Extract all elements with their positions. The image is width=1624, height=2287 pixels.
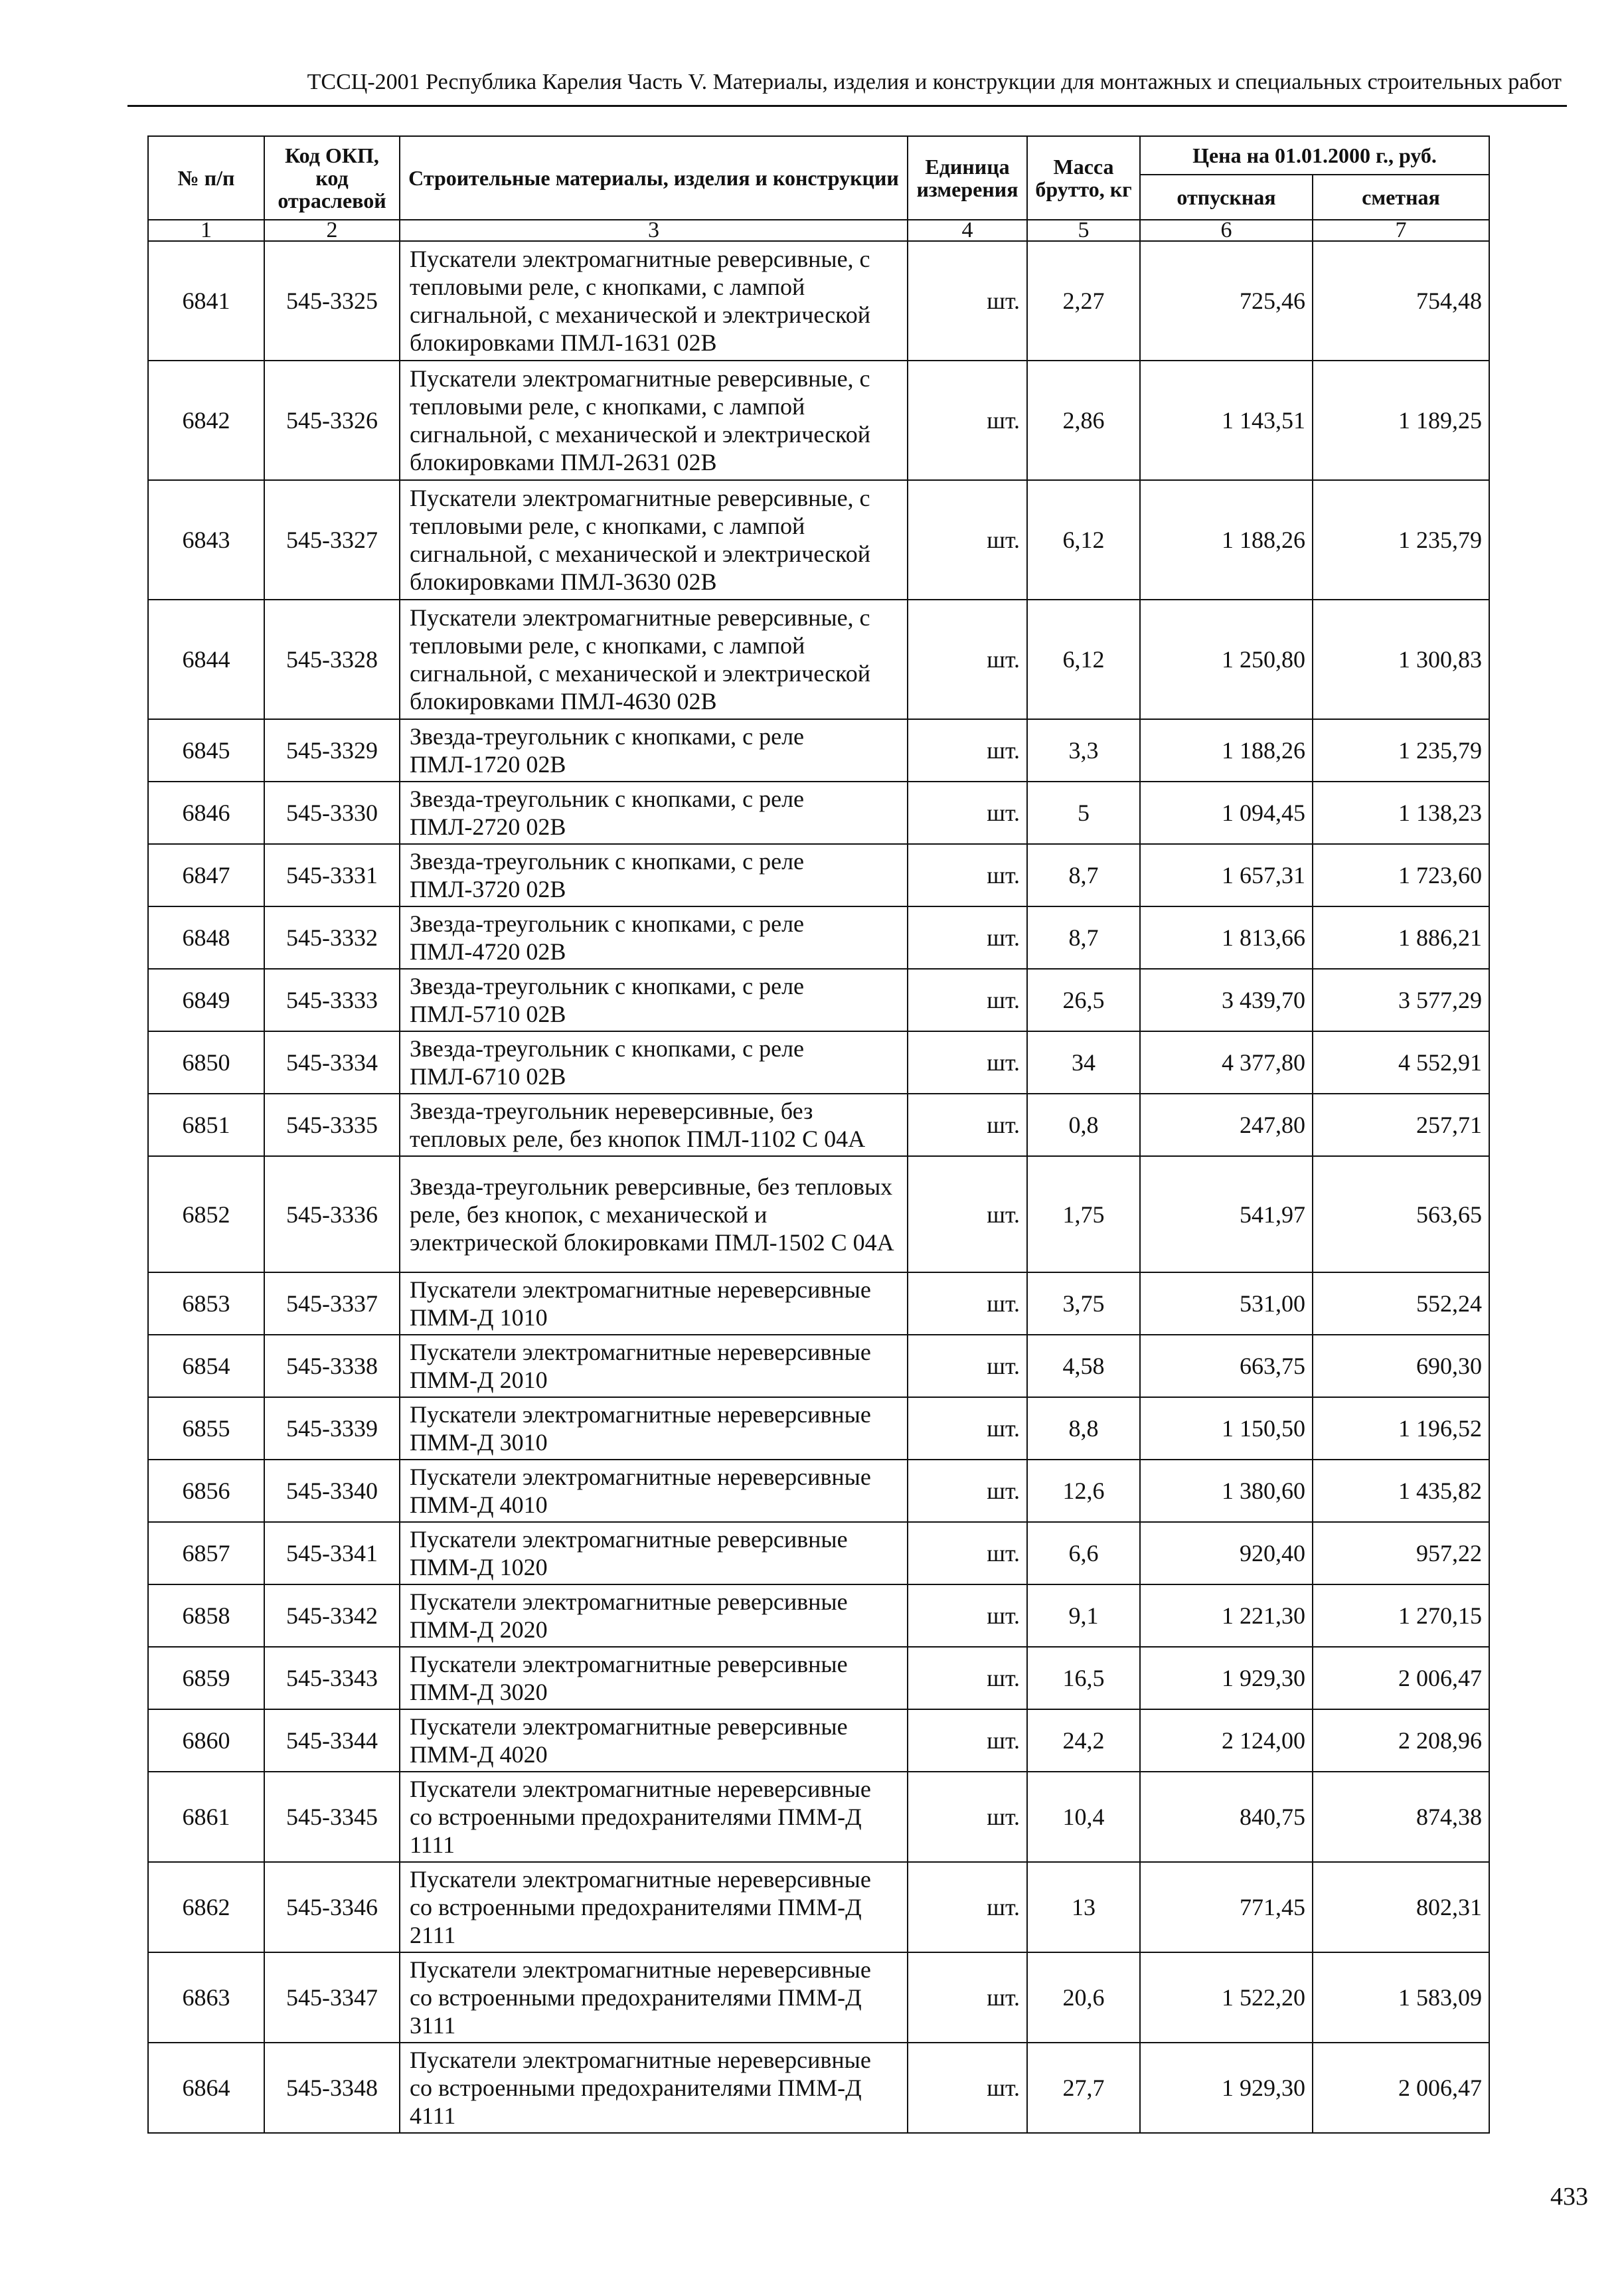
cell-okp: 545-3348: [264, 2043, 400, 2133]
cell-okp: 545-3338: [264, 1335, 400, 1397]
cell-price-estimate: 874,38: [1313, 1772, 1489, 1862]
column-number: 4: [908, 220, 1027, 241]
cell-price-release: 541,97: [1140, 1156, 1313, 1272]
cell-price-estimate: 802,31: [1313, 1862, 1489, 1952]
cell-no: 6860: [148, 1709, 264, 1772]
table-row: [148, 1156, 1489, 1272]
cell-name: Звезда-треугольник с кнопками, с реле ПМЛ-5710 02В: [400, 969, 908, 1031]
cell-unit: шт.: [908, 1031, 1027, 1094]
cell-okp: 545-3342: [264, 1584, 400, 1647]
cell-unit: шт.: [908, 361, 1027, 480]
table-row: [148, 1862, 1489, 1952]
cell-no: 6846: [148, 782, 264, 844]
cell-price-release: 1 143,51: [1140, 361, 1313, 480]
cell-unit: шт.: [908, 1156, 1027, 1272]
cell-no: 6853: [148, 1272, 264, 1335]
cell-price-release: 531,00: [1140, 1272, 1313, 1335]
table-row: [148, 1952, 1489, 2043]
cell-unit: шт.: [908, 600, 1027, 719]
cell-name: Звезда-треугольник с кнопками, с реле ПМЛ-2720 02В: [400, 782, 908, 844]
column-number: 5: [1027, 220, 1140, 241]
cell-price-estimate: 3 577,29: [1313, 969, 1489, 1031]
cell-okp: 545-3331: [264, 844, 400, 906]
cell-price-release: 1 813,66: [1140, 906, 1313, 969]
column-number-row: [148, 220, 1489, 241]
col-header-price-group: Цена на 01.01.2000 г., руб.: [1140, 136, 1489, 175]
column-number: 3: [400, 220, 908, 241]
header-row-1: [148, 136, 1489, 175]
cell-price-estimate: 1 270,15: [1313, 1584, 1489, 1647]
cell-unit: шт.: [908, 719, 1027, 782]
table-row: [148, 906, 1489, 969]
cell-no: 6843: [148, 480, 264, 600]
cell-mass: 2,86: [1027, 361, 1140, 480]
cell-unit: шт.: [908, 1709, 1027, 1772]
cell-unit: шт.: [908, 480, 1027, 600]
col-header-mass: Масса брутто, кг: [1027, 136, 1140, 220]
cell-unit: шт.: [908, 1397, 1027, 1460]
cell-price-estimate: 552,24: [1313, 1272, 1489, 1335]
cell-price-release: 1 221,30: [1140, 1584, 1313, 1647]
cell-price-release: 1 188,26: [1140, 480, 1313, 600]
cell-price-release: 4 377,80: [1140, 1031, 1313, 1094]
cell-no: 6859: [148, 1647, 264, 1709]
cell-price-release: 771,45: [1140, 1862, 1313, 1952]
cell-price-release: 920,40: [1140, 1522, 1313, 1584]
cell-mass: 8,7: [1027, 906, 1140, 969]
cell-name: Пускатели электромагнитные реверсивные, с тепловыми реле, с кнопками, с лампой сигнальной, с механической и электрической блокировками ПМЛ-3630 02В: [400, 480, 908, 600]
cell-no: 6862: [148, 1862, 264, 1952]
table-row: [148, 1584, 1489, 1647]
cell-okp: 545-3346: [264, 1862, 400, 1952]
table-row: [148, 1460, 1489, 1522]
cell-mass: 13: [1027, 1862, 1140, 1952]
table-row: [148, 480, 1489, 600]
cell-okp: 545-3329: [264, 719, 400, 782]
table-row: [148, 1772, 1489, 1862]
cell-price-estimate: 1 886,21: [1313, 906, 1489, 969]
cell-no: 6842: [148, 361, 264, 480]
cell-price-estimate: 1 435,82: [1313, 1460, 1489, 1522]
cell-okp: 545-3335: [264, 1094, 400, 1156]
cell-okp: 545-3333: [264, 969, 400, 1031]
table-row: [148, 1647, 1489, 1709]
cell-okp: 545-3332: [264, 906, 400, 969]
cell-price-release: 725,46: [1140, 241, 1313, 361]
cell-mass: 2,27: [1027, 241, 1140, 361]
table-row: [148, 241, 1489, 361]
cell-name: Звезда-треугольник реверсивные, без тепловых реле, без кнопок, с механической и электрической блокировками ПМЛ-1502 С 04А: [400, 1156, 908, 1272]
cell-price-release: 1 380,60: [1140, 1460, 1313, 1522]
col-header-price-release: отпускная: [1140, 175, 1313, 220]
cell-mass: 6,12: [1027, 480, 1140, 600]
cell-okp: 545-3325: [264, 241, 400, 361]
cell-okp: 545-3343: [264, 1647, 400, 1709]
column-number: 7: [1313, 220, 1489, 241]
cell-name: Пускатели электромагнитные нереверсивные со встроенными предохранителями ПММ-Д 3111: [400, 1952, 908, 2043]
cell-name: Пускатели электромагнитные нереверсивные ПММ-Д 2010: [400, 1335, 908, 1397]
cell-mass: 16,5: [1027, 1647, 1140, 1709]
cell-name: Пускатели электромагнитные реверсивные, с тепловыми реле, с кнопками, с лампой сигнальной, с механической и электрической блокировками ПМЛ-1631 02В: [400, 241, 908, 361]
cell-price-release: 663,75: [1140, 1335, 1313, 1397]
column-number: 2: [264, 220, 400, 241]
cell-no: 6864: [148, 2043, 264, 2133]
cell-mass: 3,3: [1027, 719, 1140, 782]
col-header-okp: Код ОКП, код отраслевой: [264, 136, 400, 220]
cell-okp: 545-3327: [264, 480, 400, 600]
cell-mass: 10,4: [1027, 1772, 1140, 1862]
page-header: ТССЦ-2001 Республика Карелия Часть V. Материалы, изделия и конструкции для монтажных и специальных строительных работ: [307, 70, 1562, 94]
cell-unit: шт.: [908, 906, 1027, 969]
table-row: [148, 1522, 1489, 1584]
col-header-no: № п/п: [148, 136, 264, 220]
cell-name: Пускатели электромагнитные реверсивные, с тепловыми реле, с кнопками, с лампой сигнальной, с механической и электрической блокировками ПМЛ-4630 02В: [400, 600, 908, 719]
cell-name: Пускатели электромагнитные нереверсивные со встроенными предохранителями ПММ-Д 1111: [400, 1772, 908, 1862]
cell-mass: 6,6: [1027, 1522, 1140, 1584]
cell-no: 6849: [148, 969, 264, 1031]
table-head: [148, 136, 1489, 241]
cell-mass: 6,12: [1027, 600, 1140, 719]
cell-price-estimate: 1 583,09: [1313, 1952, 1489, 2043]
table-row: [148, 600, 1489, 719]
cell-name: Звезда-треугольник с кнопками, с реле ПМЛ-3720 02В: [400, 844, 908, 906]
cell-name: Пускатели электромагнитные реверсивные ПММ-Д 4020: [400, 1709, 908, 1772]
cell-name: Пускатели электромагнитные реверсивные ПММ-Д 2020: [400, 1584, 908, 1647]
cell-unit: шт.: [908, 1272, 1027, 1335]
cell-no: 6863: [148, 1952, 264, 2043]
cell-price-release: 247,80: [1140, 1094, 1313, 1156]
cell-mass: 24,2: [1027, 1709, 1140, 1772]
col-header-name: Строительные материалы, изделия и конструкции: [400, 136, 908, 220]
header-rule: [127, 105, 1567, 107]
table-row: [148, 1094, 1489, 1156]
cell-okp: 545-3330: [264, 782, 400, 844]
cell-price-release: 1 522,20: [1140, 1952, 1313, 2043]
cell-okp: 545-3345: [264, 1772, 400, 1862]
cell-price-release: 3 439,70: [1140, 969, 1313, 1031]
cell-name: Звезда-треугольник нереверсивные, без тепловых реле, без кнопок ПМЛ-1102 С 04А: [400, 1094, 908, 1156]
cell-okp: 545-3341: [264, 1522, 400, 1584]
cell-no: 6848: [148, 906, 264, 969]
cell-okp: 545-3344: [264, 1709, 400, 1772]
cell-unit: шт.: [908, 1952, 1027, 2043]
cell-unit: шт.: [908, 844, 1027, 906]
page-number: 433: [1550, 2183, 1588, 2211]
cell-price-release: 1 929,30: [1140, 2043, 1313, 2133]
cell-no: 6850: [148, 1031, 264, 1094]
cell-no: 6861: [148, 1772, 264, 1862]
table-row: [148, 782, 1489, 844]
cell-unit: шт.: [908, 1772, 1027, 1862]
cell-mass: 9,1: [1027, 1584, 1140, 1647]
cell-unit: шт.: [908, 1584, 1027, 1647]
table-row: [148, 1335, 1489, 1397]
cell-no: 6847: [148, 844, 264, 906]
cell-price-release: 2 124,00: [1140, 1709, 1313, 1772]
cell-price-estimate: 1 723,60: [1313, 844, 1489, 906]
cell-okp: 545-3339: [264, 1397, 400, 1460]
cell-unit: шт.: [908, 1862, 1027, 1952]
cell-name: Пускатели электромагнитные нереверсивные ПММ-Д 4010: [400, 1460, 908, 1522]
cell-no: 6855: [148, 1397, 264, 1460]
cell-no: 6854: [148, 1335, 264, 1397]
cell-no: 6856: [148, 1460, 264, 1522]
cell-unit: шт.: [908, 241, 1027, 361]
cell-price-release: 1 929,30: [1140, 1647, 1313, 1709]
cell-unit: шт.: [908, 1647, 1027, 1709]
cell-unit: шт.: [908, 969, 1027, 1031]
cell-no: 6841: [148, 241, 264, 361]
cell-price-release: 1 150,50: [1140, 1397, 1313, 1460]
cell-price-estimate: 1 235,79: [1313, 719, 1489, 782]
cell-unit: шт.: [908, 782, 1027, 844]
table-row: [148, 1397, 1489, 1460]
cell-no: 6858: [148, 1584, 264, 1647]
cell-mass: 8,8: [1027, 1397, 1140, 1460]
cell-price-estimate: 957,22: [1313, 1522, 1489, 1584]
cell-no: 6845: [148, 719, 264, 782]
cell-price-estimate: 1 300,83: [1313, 600, 1489, 719]
cell-name: Звезда-треугольник с кнопками, с реле ПМЛ-6710 02В: [400, 1031, 908, 1094]
cell-price-estimate: 563,65: [1313, 1156, 1489, 1272]
cell-name: Пускатели электромагнитные нереверсивные со встроенными предохранителями ПММ-Д 2111: [400, 1862, 908, 1952]
cell-mass: 4,58: [1027, 1335, 1140, 1397]
cell-mass: 26,5: [1027, 969, 1140, 1031]
cell-price-estimate: 1 235,79: [1313, 480, 1489, 600]
cell-okp: 545-3336: [264, 1156, 400, 1272]
cell-price-estimate: 1 138,23: [1313, 782, 1489, 844]
cell-price-release: 840,75: [1140, 1772, 1313, 1862]
table-row: [148, 1272, 1489, 1335]
cell-unit: шт.: [908, 1460, 1027, 1522]
col-header-price-estimate: сметная: [1313, 175, 1489, 220]
cell-name: Звезда-треугольник с кнопками, с реле ПМЛ-1720 02В: [400, 719, 908, 782]
cell-okp: 545-3326: [264, 361, 400, 480]
cell-mass: 20,6: [1027, 1952, 1140, 2043]
cell-okp: 545-3334: [264, 1031, 400, 1094]
cell-no: 6851: [148, 1094, 264, 1156]
cell-mass: 5: [1027, 782, 1140, 844]
cell-unit: шт.: [908, 1335, 1027, 1397]
cell-no: 6844: [148, 600, 264, 719]
cell-name: Пускатели электромагнитные нереверсивные ПММ-Д 1010: [400, 1272, 908, 1335]
cell-unit: шт.: [908, 1094, 1027, 1156]
table-row: [148, 1709, 1489, 1772]
cell-price-estimate: 257,71: [1313, 1094, 1489, 1156]
cell-mass: 34: [1027, 1031, 1140, 1094]
cell-mass: 12,6: [1027, 1460, 1140, 1522]
cell-unit: шт.: [908, 1522, 1027, 1584]
table-row: [148, 2043, 1489, 2133]
cell-mass: 0,8: [1027, 1094, 1140, 1156]
cell-mass: 8,7: [1027, 844, 1140, 906]
cell-name: Пускатели электромагнитные реверсивные, с тепловыми реле, с кнопками, с лампой сигнальной, с механической и электрической блокировками ПМЛ-2631 02В: [400, 361, 908, 480]
table-row: [148, 719, 1489, 782]
cell-price-release: 1 250,80: [1140, 600, 1313, 719]
cell-no: 6857: [148, 1522, 264, 1584]
cell-name: Пускатели электромагнитные реверсивные ПММ-Д 1020: [400, 1522, 908, 1584]
col-header-unit: Единица измерения: [908, 136, 1027, 220]
cell-okp: 545-3328: [264, 600, 400, 719]
cell-price-release: 1 188,26: [1140, 719, 1313, 782]
table-body: [148, 241, 1489, 2133]
cell-price-estimate: 2 208,96: [1313, 1709, 1489, 1772]
cell-price-release: 1 657,31: [1140, 844, 1313, 906]
cell-price-estimate: 1 189,25: [1313, 361, 1489, 480]
cell-name: Звезда-треугольник с кнопками, с реле ПМЛ-4720 02В: [400, 906, 908, 969]
price-table: [147, 135, 1490, 2134]
table-row: [148, 969, 1489, 1031]
cell-mass: 1,75: [1027, 1156, 1140, 1272]
cell-unit: шт.: [908, 2043, 1027, 2133]
cell-price-release: 1 094,45: [1140, 782, 1313, 844]
cell-price-estimate: 1 196,52: [1313, 1397, 1489, 1460]
cell-name: Пускатели электромагнитные нереверсивные со встроенными предохранителями ПММ-Д 4111: [400, 2043, 908, 2133]
column-number: 1: [148, 220, 264, 241]
cell-price-estimate: 754,48: [1313, 241, 1489, 361]
cell-name: Пускатели электромагнитные нереверсивные ПММ-Д 3010: [400, 1397, 908, 1460]
cell-name: Пускатели электромагнитные реверсивные ПММ-Д 3020: [400, 1647, 908, 1709]
cell-no: 6852: [148, 1156, 264, 1272]
cell-okp: 545-3347: [264, 1952, 400, 2043]
table-row: [148, 361, 1489, 480]
column-number: 6: [1140, 220, 1313, 241]
table-row: [148, 1031, 1489, 1094]
cell-okp: 545-3337: [264, 1272, 400, 1335]
cell-mass: 27,7: [1027, 2043, 1140, 2133]
cell-price-estimate: 2 006,47: [1313, 2043, 1489, 2133]
cell-okp: 545-3340: [264, 1460, 400, 1522]
cell-price-estimate: 690,30: [1313, 1335, 1489, 1397]
price-table-wrapper: [147, 135, 1489, 2134]
cell-mass: 3,75: [1027, 1272, 1140, 1335]
table-row: [148, 844, 1489, 906]
cell-price-estimate: 2 006,47: [1313, 1647, 1489, 1709]
cell-price-estimate: 4 552,91: [1313, 1031, 1489, 1094]
